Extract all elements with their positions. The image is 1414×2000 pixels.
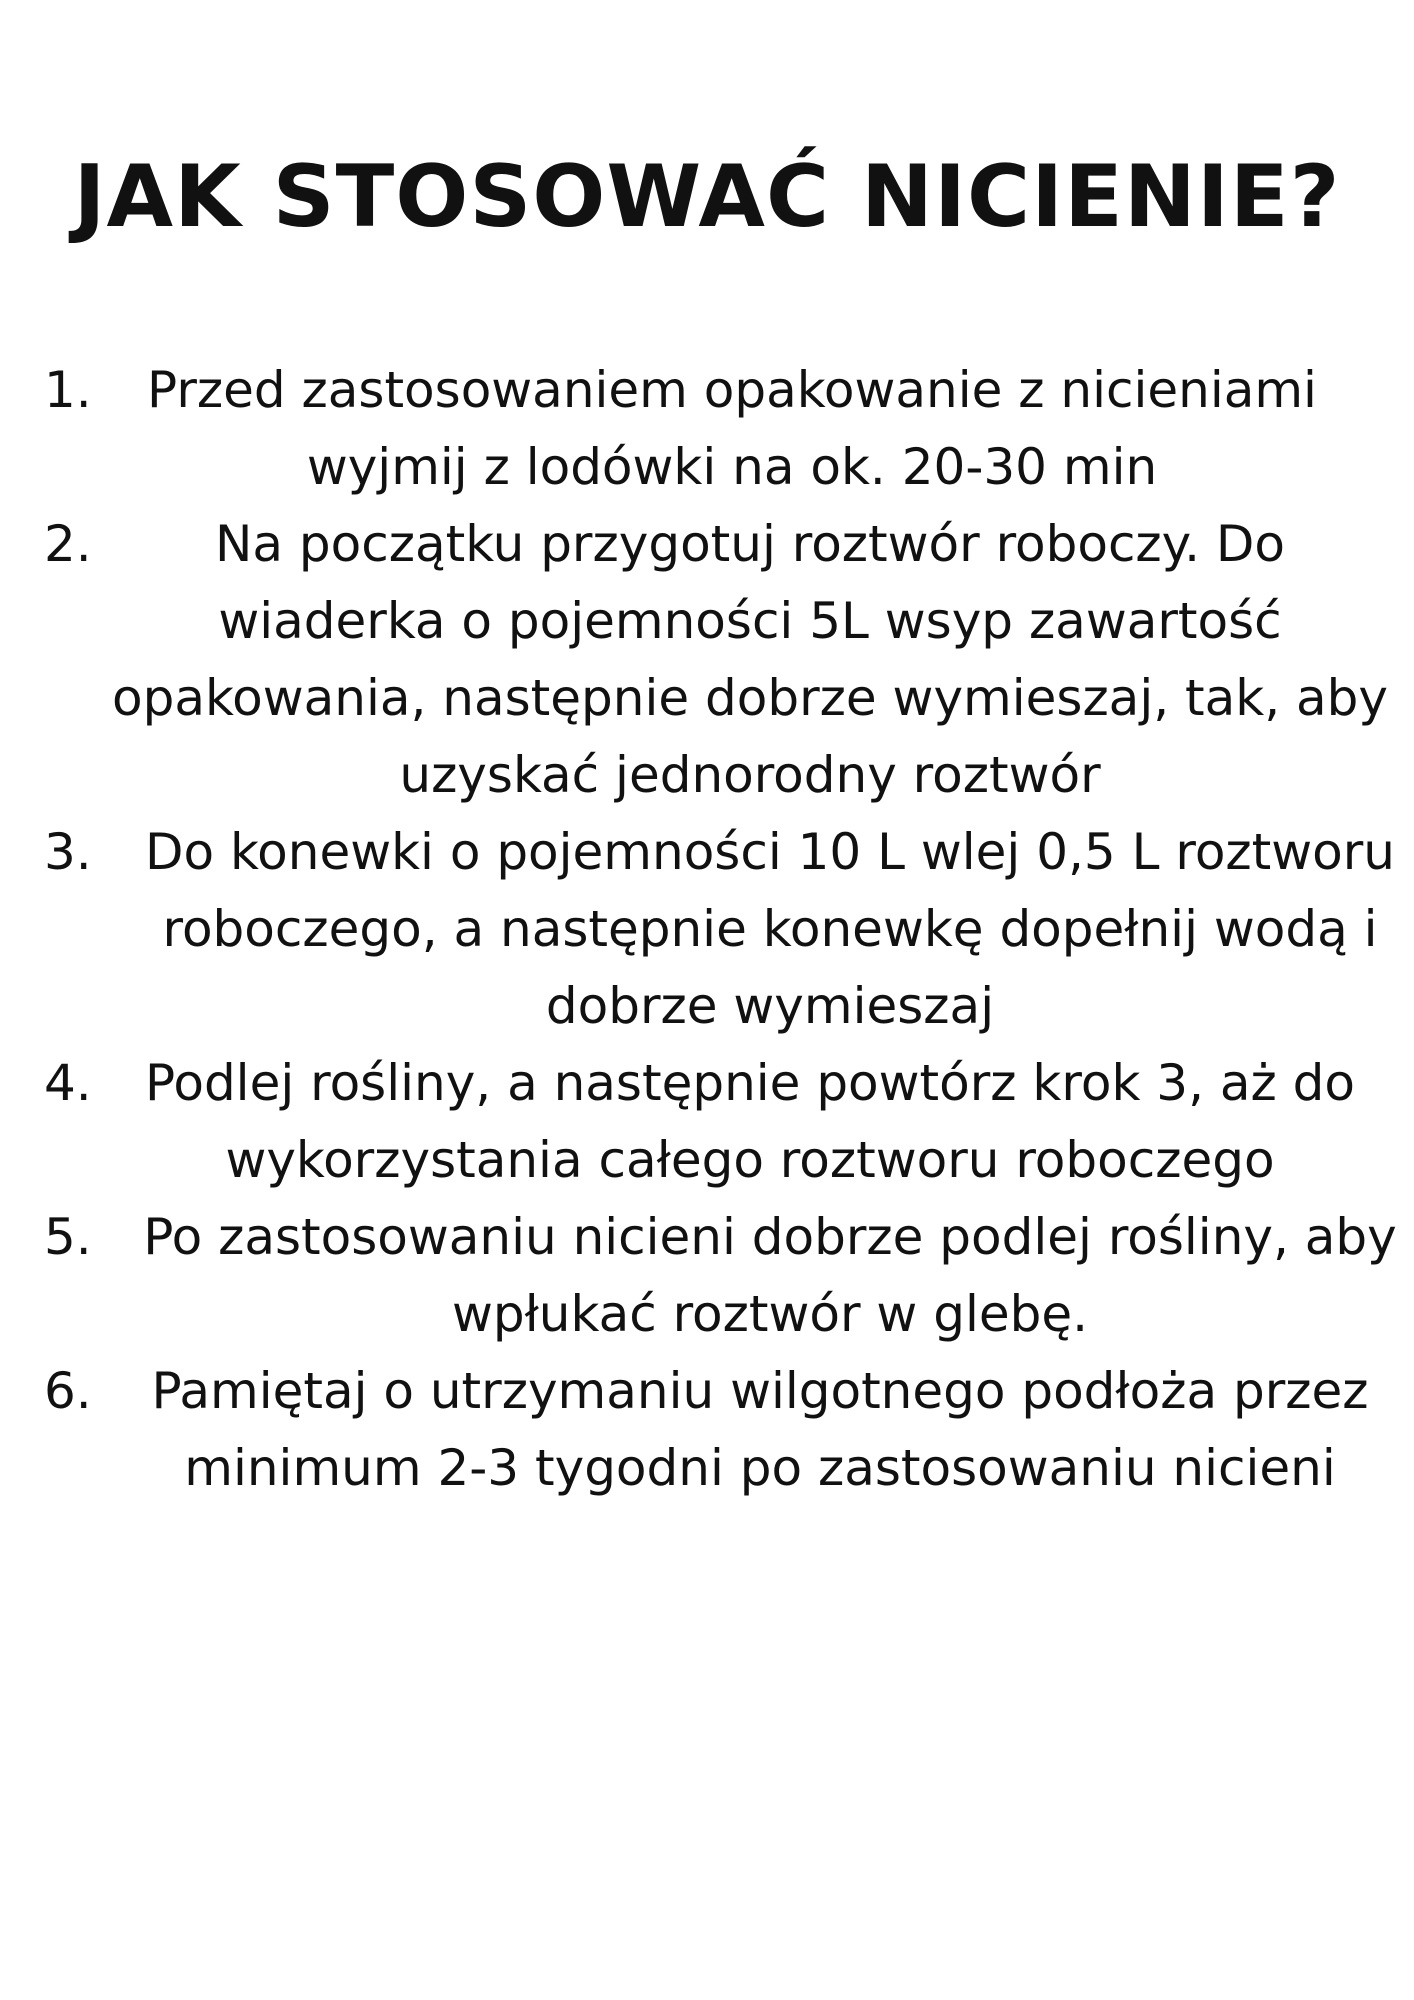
list-item-step-6	[44, 1353, 1414, 1507]
step-text: Przed zastosowaniem opakowanie z nicieniami wyjmij z lodówki na ok. 20-30 min	[147, 361, 1317, 496]
list-item-step-1	[44, 352, 1414, 506]
step-number: 3.	[44, 823, 92, 881]
list-item-step-5	[44, 1199, 1414, 1353]
page-title: JAK STOSOWAĆ NICIENIE?	[73, 147, 1341, 247]
step-number: 1.	[44, 361, 92, 419]
step-number: 4.	[44, 1054, 92, 1112]
list-item-step-2	[44, 506, 1414, 814]
step-text: Podlej rośliny, a następnie powtórz krok 3, aż do wykorzystania całego roztworu roboczego	[144, 1054, 1355, 1189]
step-text: Pamiętaj o utrzymaniu wilgotnego podłoża przez minimum 2-3 tygodni po zastosowaniu nicieni	[151, 1362, 1369, 1497]
list-item-step-4	[44, 1045, 1414, 1199]
step-number: 5.	[44, 1208, 92, 1266]
list-item-step-3	[44, 814, 1414, 1045]
step-number: 6.	[44, 1362, 92, 1420]
instruction-list	[44, 352, 1414, 1507]
step-number: 2.	[44, 515, 92, 573]
step-text: Do konewki o pojemności 10 L wlej 0,5 L roztworu roboczego, a następnie konewkę dopełnij wodą i dobrze wymieszaj	[145, 823, 1395, 1035]
step-text: Po zastosowaniu nicieni dobrze podlej rośliny, aby wpłukać roztwór w glebę.	[143, 1208, 1397, 1343]
step-text: Na początku przygotuj roztwór roboczy. Do wiaderka o pojemności 5L wsyp zawartość opakowania, następnie dobrze wymieszaj, tak, aby uzyskać jednorodny roztwór	[112, 515, 1388, 804]
